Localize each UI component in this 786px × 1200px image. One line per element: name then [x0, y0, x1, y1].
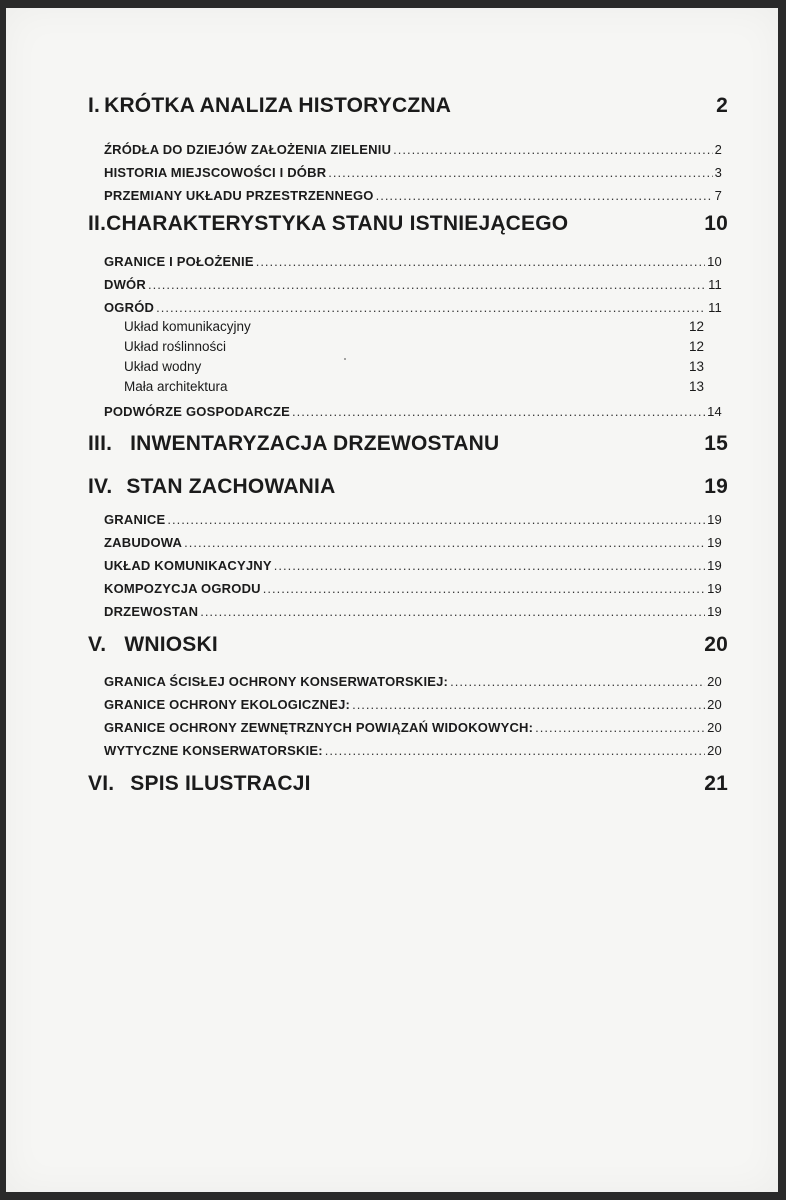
section-number: VI. — [88, 772, 115, 795]
dot-leader — [292, 404, 705, 419]
toc-subentry[interactable] — [124, 359, 704, 374]
entry-title: DWÓR — [104, 277, 146, 292]
subentry-page: 13 — [688, 379, 704, 394]
toc-entry[interactable] — [104, 581, 722, 596]
toc-entry[interactable] — [104, 674, 722, 689]
dot-leader — [256, 254, 705, 269]
entry-title: KOMPOZYCJA OGRODU — [104, 581, 261, 596]
dot-leader — [274, 558, 705, 573]
dot-leader — [325, 743, 705, 758]
entry-page: 2 — [714, 142, 722, 157]
toc-subentry[interactable] — [124, 319, 704, 334]
entry-title: GRANICE OCHRONY ZEWNĘTRZNYCH POWIĄZAŃ WIDOKOWYCH: — [104, 720, 534, 735]
toc-entry[interactable] — [104, 558, 722, 573]
entry-page: 19 — [707, 581, 722, 596]
toc-entry[interactable] — [104, 512, 722, 527]
section-title: STAN ZACHOWANIA — [126, 475, 336, 498]
section-number: III. — [88, 432, 113, 455]
subentry-title: Mała architektura — [124, 379, 228, 394]
entry-page: 20 — [707, 720, 722, 735]
entry-title: GRANICE — [104, 512, 166, 527]
toc-subentry[interactable] — [124, 339, 704, 354]
section-title: CHARAKTERYSTYKA STANU ISTNIEJĄCEGO — [106, 212, 569, 235]
subentry-page: 12 — [688, 319, 704, 334]
toc-entry[interactable] — [104, 254, 722, 269]
section-page: 15 — [704, 432, 728, 455]
dot-leader — [535, 720, 705, 735]
subentry-title: Układ wodny — [124, 359, 202, 374]
section-number: V. — [88, 633, 107, 656]
toc-entry[interactable] — [104, 165, 722, 180]
table-of-contents — [6, 8, 778, 1192]
section-title: INWENTARYZACJA DRZEWOSTANU — [130, 432, 500, 455]
entry-page: 19 — [707, 604, 722, 619]
entry-page: 14 — [707, 404, 722, 419]
entry-title: GRANICA ŚCISŁEJ OCHRONY KONSERWATORSKIEJ: — [104, 674, 449, 689]
entry-title: OGRÓD — [104, 300, 155, 315]
entry-title: DRZEWOSTAN — [104, 604, 199, 619]
toc-entry[interactable] — [104, 142, 722, 157]
section-page: 19 — [704, 475, 728, 498]
dot-leader — [148, 277, 706, 292]
section-page: 20 — [704, 633, 728, 656]
scan-speck — [344, 358, 346, 360]
entry-page: 11 — [708, 300, 722, 315]
toc-section-1[interactable] — [88, 94, 728, 118]
entry-title: PODWÓRZE GOSPODARCZE — [104, 404, 291, 419]
entry-page: 19 — [707, 558, 722, 573]
dot-leader — [156, 300, 706, 315]
toc-entry[interactable] — [104, 604, 722, 619]
entry-title: HISTORIA MIEJSCOWOŚCI I DÓBR — [104, 165, 327, 180]
subentry-title: Układ komunikacyjny — [124, 319, 251, 334]
section-number: IV. — [88, 475, 113, 498]
subentry-page: 12 — [688, 339, 704, 354]
dot-leader — [200, 604, 705, 619]
entry-page: 20 — [707, 697, 722, 712]
toc-subentry[interactable] — [124, 379, 704, 394]
dot-leader — [167, 512, 705, 527]
toc-entry[interactable] — [104, 300, 722, 315]
toc-entry[interactable] — [104, 535, 722, 550]
entry-title: GRANICE OCHRONY EKOLOGICZNEJ: — [104, 697, 351, 712]
dot-leader — [184, 535, 705, 550]
entry-title: UKŁAD KOMUNIKACYJNY — [104, 558, 272, 573]
entry-page: 20 — [707, 743, 722, 758]
dot-leader — [328, 165, 712, 180]
toc-section-6[interactable] — [88, 772, 728, 796]
entry-title: GRANICE I POŁOŻENIE — [104, 254, 254, 269]
entry-page: 19 — [707, 512, 722, 527]
entry-title: ZABUDOWA — [104, 535, 183, 550]
dot-leader — [393, 142, 712, 157]
toc-section-4[interactable] — [88, 475, 728, 499]
toc-entry[interactable] — [104, 404, 722, 419]
toc-section-5[interactable] — [88, 633, 728, 657]
entry-title: PRZEMIANY UKŁADU PRZESTRZENNEGO — [104, 188, 374, 203]
subentry-title: Układ roślinności — [124, 339, 227, 354]
entry-page: 20 — [707, 674, 722, 689]
dot-leader — [352, 697, 705, 712]
toc-section-2[interactable] — [88, 212, 728, 236]
toc-entry[interactable] — [104, 277, 722, 292]
dot-leader — [263, 581, 705, 596]
entry-page: 3 — [714, 165, 722, 180]
section-title: WNIOSKI — [124, 633, 218, 656]
section-number: I. — [88, 94, 101, 117]
entry-title: WYTYCZNE KONSERWATORSKIE: — [104, 743, 323, 758]
toc-entry[interactable] — [104, 188, 722, 203]
section-number: II. — [88, 212, 107, 235]
dot-leader — [376, 188, 713, 203]
subentry-page: 13 — [688, 359, 704, 374]
section-title: SPIS ILUSTRACJI — [130, 772, 311, 795]
section-page: 10 — [704, 212, 728, 235]
toc-entry[interactable] — [104, 697, 722, 712]
entry-page: 7 — [714, 188, 722, 203]
entry-page: 10 — [707, 254, 722, 269]
section-page: 2 — [716, 94, 728, 117]
entry-page: 19 — [707, 535, 722, 550]
section-title: KRÓTKA ANALIZA HISTORYCZNA — [104, 94, 452, 117]
toc-entry[interactable] — [104, 720, 722, 735]
document-page — [6, 8, 778, 1192]
dot-leader — [450, 674, 705, 689]
entry-title: ŹRÓDŁA DO DZIEJÓW ZAŁOŻENIA ZIELENIU — [104, 142, 392, 157]
section-page: 21 — [704, 772, 728, 795]
toc-section-3[interactable] — [88, 432, 728, 456]
entry-page: 11 — [708, 277, 722, 292]
toc-entry[interactable] — [104, 743, 722, 758]
